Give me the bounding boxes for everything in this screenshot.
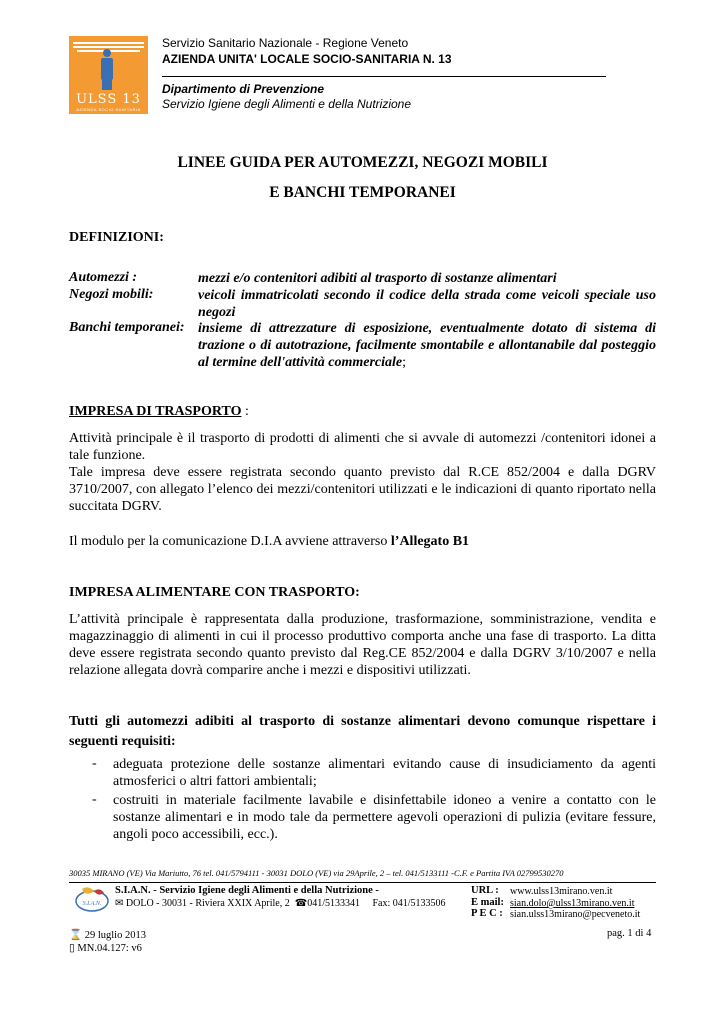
impresa-trasporto-heading — [69, 404, 249, 420]
logo-person-legs — [102, 80, 112, 90]
ulss13-logo — [69, 36, 148, 114]
logo-stripe — [73, 42, 144, 44]
footer-doc-line — [69, 942, 142, 954]
impresa-alimentare-p1: L’attività principale è rappresentata dalla produzione, trasformazione, somministrazione, vendita e magazzinaggio di alimenti in cui il processo produttivo comporta anche una fase di trasporto. La ditta deve essere registrata secondo quanto previsto dal Reg.CE 852/2004 e dalla DGRV 3/10/2007 e nella relazione allegata dovrà comparire anche i mezzi e dispositivi utilizzati. — [69, 612, 656, 678]
footer-pec-link[interactable]: sian.ulss13mirano@pecveneto.it — [510, 909, 641, 920]
footer-phone: 041/5133341 — [307, 898, 360, 909]
logo-subtext: AZIENDA SOCIO SANITARIA — [76, 107, 141, 112]
header-service: Servizio Igiene degli Alimenti e della Nutrizione — [162, 97, 412, 111]
envelope-icon: ✉ — [115, 898, 124, 909]
definitions-heading: DEFINIZIONI: — [69, 230, 164, 245]
list-dash: - — [92, 756, 97, 771]
definition-term: Banchi temporanei: — [69, 320, 185, 335]
definition-desc: veicoli immatricolati secondo il codice della strada come veicoli speciale uso negozi — [198, 288, 656, 320]
phone-icon: ☎ — [294, 898, 308, 909]
sian-logo-text: S.I.A.N. — [82, 901, 102, 907]
requisiti-heading: Tutti gli automezzi adibiti al trasporto di sostanze alimentari devono comunque rispettare i seguenti requisiti: — [69, 714, 656, 749]
impresa-trasporto-heading-suffix: : — [241, 404, 249, 419]
requisito-item: costruiti in materiale facilmente lavabile e disinfettabile idoneo a venire a contatto con le sostanze alimentari e in modo tale da permettere agevoli operazioni di pulizia (evitare fessure, angoli poco accessibili, ecc.). — [113, 793, 656, 842]
impresa-trasporto-heading-text: IMPRESA DI TRASPORTO — [69, 404, 242, 419]
footer-sian-address-line — [115, 898, 446, 909]
footer-date-line — [69, 928, 146, 941]
impresa-alimentare-heading: IMPRESA ALIMENTARE CON TRASPORTO: — [69, 585, 360, 600]
definition-desc — [198, 320, 656, 371]
footer-address: 30035 MIRANO (VE) Via Mariutto, 76 tel. 041/5794111 - 30031 DOLO (VE) via 29Aprile, 2 – tel. 041/5133111 -C.F. e Partita IVA 02799530270 — [69, 868, 564, 878]
footer-page-number: pag. 1 di 4 — [607, 928, 652, 939]
footer-email-link[interactable]: sian.dolo@ulss13mirano.ven.it — [510, 898, 635, 909]
impresa-trasporto-p3-text: Il modulo per la comunicazione D.I.A avviene attraverso — [69, 534, 391, 549]
logo-stripe — [73, 46, 144, 48]
document-title-line2: E BANCHI TEMPORANEI — [269, 184, 456, 201]
definition-term: Negozi mobili: — [69, 287, 154, 302]
header-divider — [162, 76, 606, 77]
definition-desc: mezzi e/o contenitori adibiti al trasporto di sostanze alimentari — [198, 271, 557, 286]
footer-pec-label: P E C : — [471, 908, 503, 919]
footer-email-label: E mail: — [471, 897, 504, 908]
logo-person-body — [101, 58, 113, 80]
footer-doc-code: MN.04.127: v6 — [77, 943, 142, 954]
impresa-trasporto-p3 — [69, 533, 656, 550]
document-icon: ▯ — [69, 943, 75, 954]
header-line2: AZIENDA UNITA' LOCALE SOCIO-SANITARIA N. 13 — [162, 52, 452, 66]
footer-fax-label: Fax: — [372, 898, 391, 909]
header-line1: Servizio Sanitario Nazionale - Regione Veneto — [162, 36, 409, 50]
document-title-line1: LINEE GUIDA PER AUTOMEZZI, NEGOZI MOBILI — [177, 154, 548, 171]
footer-fax: 041/5133506 — [392, 898, 446, 909]
list-dash: - — [92, 792, 97, 807]
footer-sian-address: DOLO - 30031 - Riviera XXIX Aprile, 2 — [125, 898, 290, 909]
footer-url-link[interactable]: www.ulss13mirano.ven.it — [510, 886, 613, 897]
sian-logo — [74, 885, 110, 913]
hourglass-icon: ⌛ — [69, 930, 83, 941]
impresa-trasporto-p2: Tale impresa deve essere registrata secondo quanto previsto dal R.CE 852/2004 e dalla DGRV 3710/2007, con allegato l’elenco dei mezzi/contenitori utilizzati e le indicazioni di quanto riportato nella succitata DGRV. — [69, 465, 656, 514]
footer-url-label: URL : — [471, 885, 499, 896]
impresa-trasporto-p1: Attività principale è il trasporto di prodotti di alimenti che si avvale di automezzi /contenitori idonei a tale funzione. — [69, 431, 656, 463]
definition-term: Automezzi : — [69, 270, 138, 285]
definition-desc-text: insieme di attrezzature di esposizione, eventualmente dotato di sistema di trazione o di autotrazione, facilmente smontabile e allontanabile dal posteggio al termine dell'attività commerciale — [198, 321, 656, 370]
header-dept: Dipartimento di Prevenzione — [162, 82, 325, 96]
allegato-b1-label: l’Allegato B1 — [390, 534, 470, 549]
footer-divider — [69, 882, 656, 883]
footer-date: 29 luglio 2013 — [84, 930, 146, 941]
definition-desc-suffix: ; — [402, 355, 407, 370]
logo-text: ULSS 13 — [76, 92, 141, 107]
requisito-item: adeguata protezione delle sostanze alimentari evitando cause di insudiciamento da agenti atmosferici o altri fattori ambientali; — [113, 757, 656, 789]
footer-sian-title: S.I.A.N. - Servizio Igiene degli Alimenti e della Nutrizione - — [115, 885, 379, 896]
logo-person-head — [103, 49, 111, 57]
